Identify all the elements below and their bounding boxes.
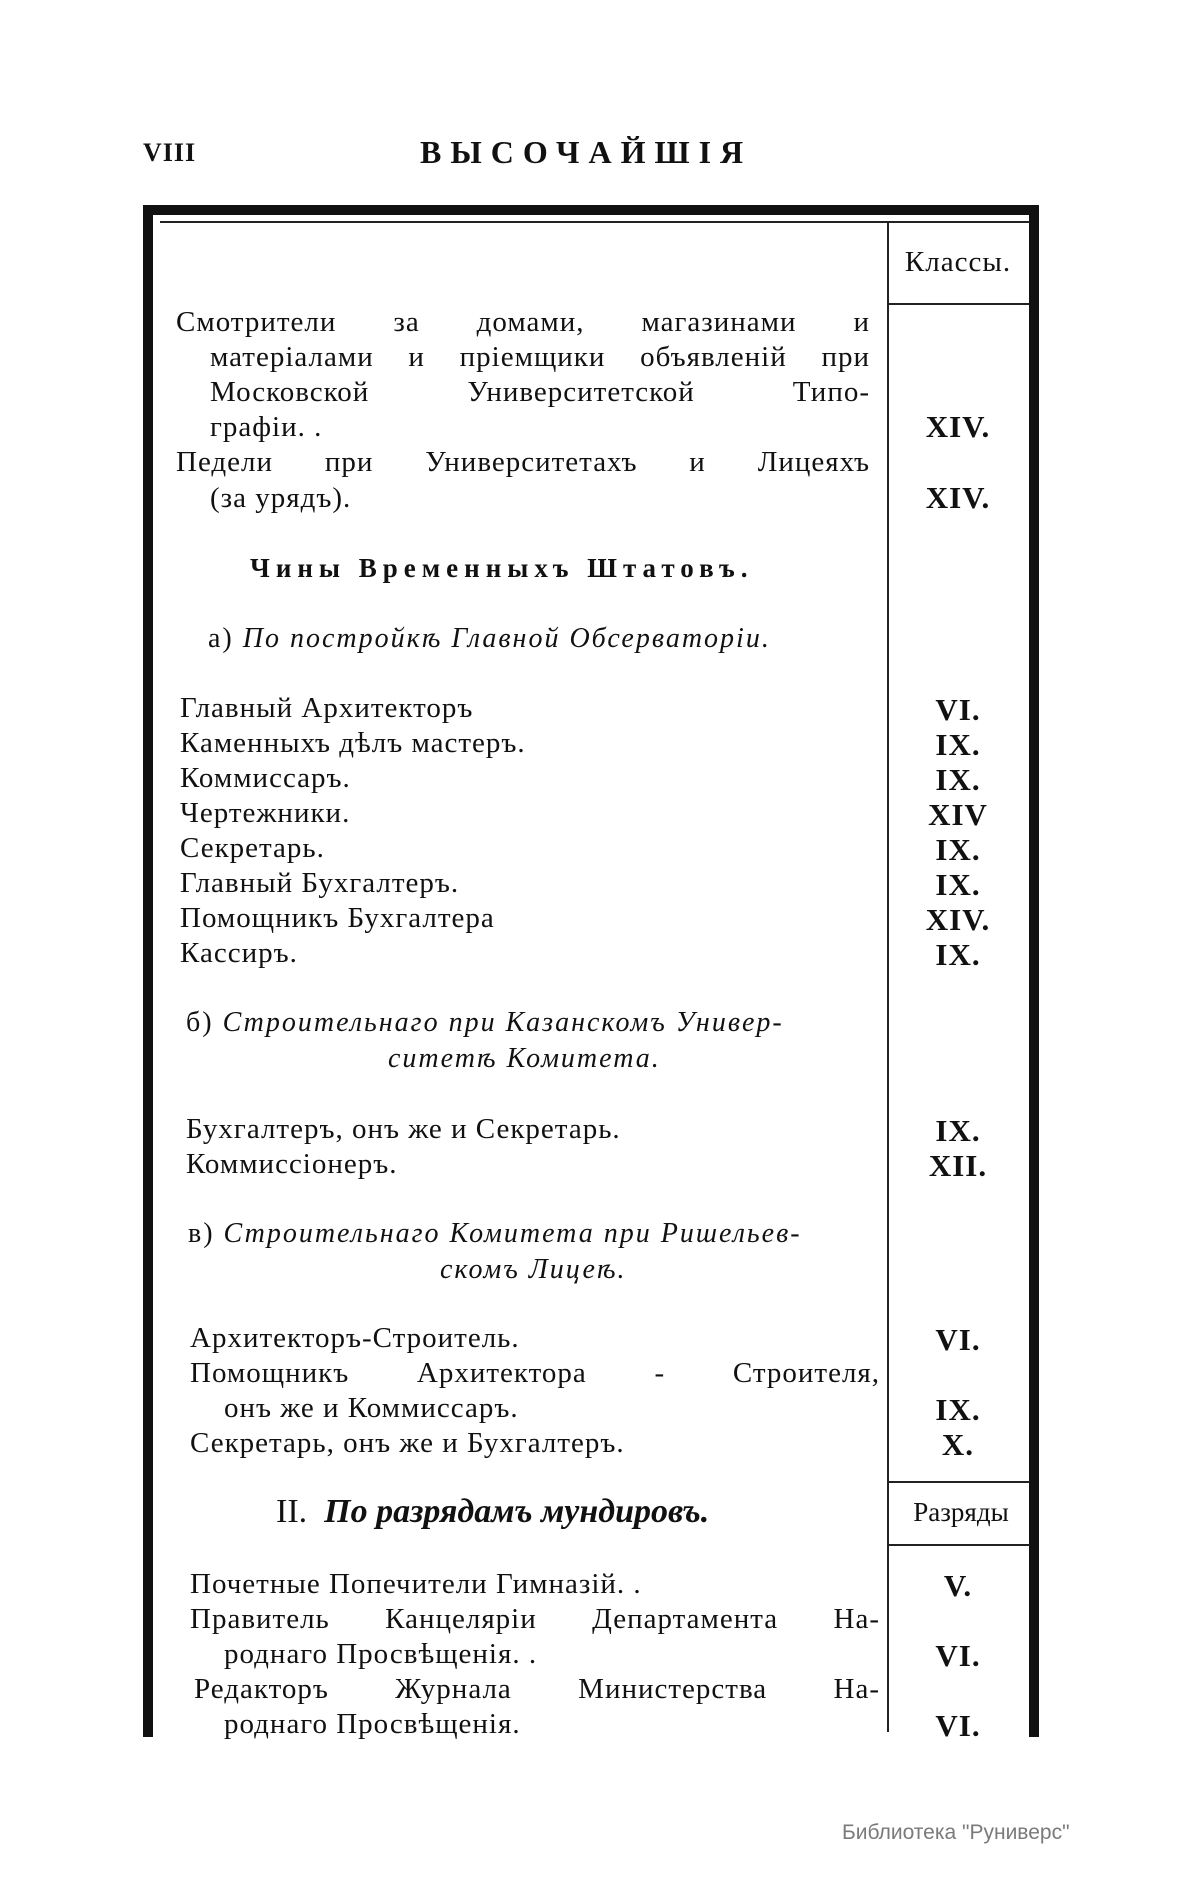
class-value: X. [941,1427,975,1462]
entry-line: Архитекторъ-Строитель. [190,1322,520,1354]
entry-line: Секретарь. [180,832,325,864]
classes-header-rule [889,303,1029,305]
entry-line: Правитель Канцеляріи Департамента На- [190,1603,880,1635]
class-value: IX. [935,762,981,797]
rank-value: VI. [935,1708,981,1743]
entry-line: Помощникъ Бухгалтера [180,902,495,934]
class-value: XIV [928,797,988,832]
entry-line: Каменныхъ дѣлъ мастеръ. [180,727,526,759]
entry-line: Главный Архитекторъ [180,692,474,724]
subsection-title: Строительнаго при Казанскомъ Универ- [222,1007,784,1038]
subsection-prefix: в) [188,1218,215,1249]
entry-line: Помощникъ Архитектора - Строителя, [190,1357,880,1389]
entry-line: матеріалами и пріемщики объявленій при [210,341,870,373]
subsection-title: По постройкѣ Главной Обсерваторіи. [242,623,771,654]
class-value: VI. [935,1322,981,1357]
class-value: XIV. [925,409,991,444]
entry-line: Коммиссаръ. [180,762,351,794]
class-value: IX. [935,937,981,972]
subsection-b-heading-cont: ситетѣ Комитета. [388,1043,661,1074]
page-number: VIII [143,138,197,167]
entry-line: (за урядъ). [210,482,352,514]
entry-line: Главный Бухгалтеръ. [180,867,460,899]
part-number: II. [276,1493,308,1530]
entry-line: роднаго Просвѣщенія. [224,1708,521,1740]
entry-line: Чертежники. [180,797,351,829]
subsection-b-heading [186,1007,784,1039]
subsection-v-heading-cont: скомъ Лицеѣ. [440,1254,627,1285]
class-value: IX. [935,1113,981,1148]
part-title: По разрядамъ мундировъ. [324,1493,710,1530]
column-divider [887,223,889,1732]
class-value: IX. [935,832,981,867]
class-value: IX. [935,727,981,762]
classes-column-header: Классы. [904,246,1012,278]
class-value: XII. [928,1148,988,1183]
library-watermark: Библиотека "Руниверс" [842,1821,1070,1844]
subsection-v-heading [188,1218,802,1250]
subsection-prefix: а) [208,623,234,654]
class-value: IX. [935,1392,981,1427]
rank-value: VI. [935,1638,981,1673]
entry-line: Бухгалтеръ, онъ же и Секретарь. [186,1113,621,1145]
entry-line: Секретарь, онъ же и Бухгалтеръ. [190,1427,625,1459]
entry-line: Почетные Попечители Гимназій. . [190,1568,642,1600]
running-head: ВЫСОЧАЙШІЯ [420,134,753,170]
subsection-prefix: б) [186,1007,214,1038]
subsection-title: Строительнаго Комитета при Ришельев- [223,1218,802,1249]
entry-line: Коммиссіонеръ. [186,1148,398,1180]
subsection-a-heading [208,623,771,655]
ranks-header-top-rule [889,1481,1030,1483]
class-value: XIV. [925,480,991,515]
part-ii-heading [276,1493,709,1531]
rank-value: V. [943,1568,973,1603]
entry-line: онъ же и Коммиссаръ. [224,1392,519,1424]
section-heading: Чины Временныхъ Штатовъ. [250,553,754,583]
entry-line: Редакторъ Журнала Министерства На- [194,1673,880,1705]
class-value: IX. [935,867,981,902]
entry-line: Московской Университетской Типо- [210,376,870,408]
entry-line: Педели при Университетахъ и Лицеяхъ [176,446,870,478]
entry-line: Смотрители за домами, магазинами и [176,306,870,338]
ranks-header-bottom-rule [889,1544,1030,1546]
entry-line: графіи. . [210,411,323,443]
entry-line: Кассиръ. [180,937,298,969]
class-value: XIV. [925,902,991,937]
table-top-rule [160,221,1030,223]
class-value: VI. [935,692,981,727]
entry-line: роднаго Просвѣщенія. . [224,1638,538,1670]
ranks-column-header: Разряды [913,1497,1009,1527]
